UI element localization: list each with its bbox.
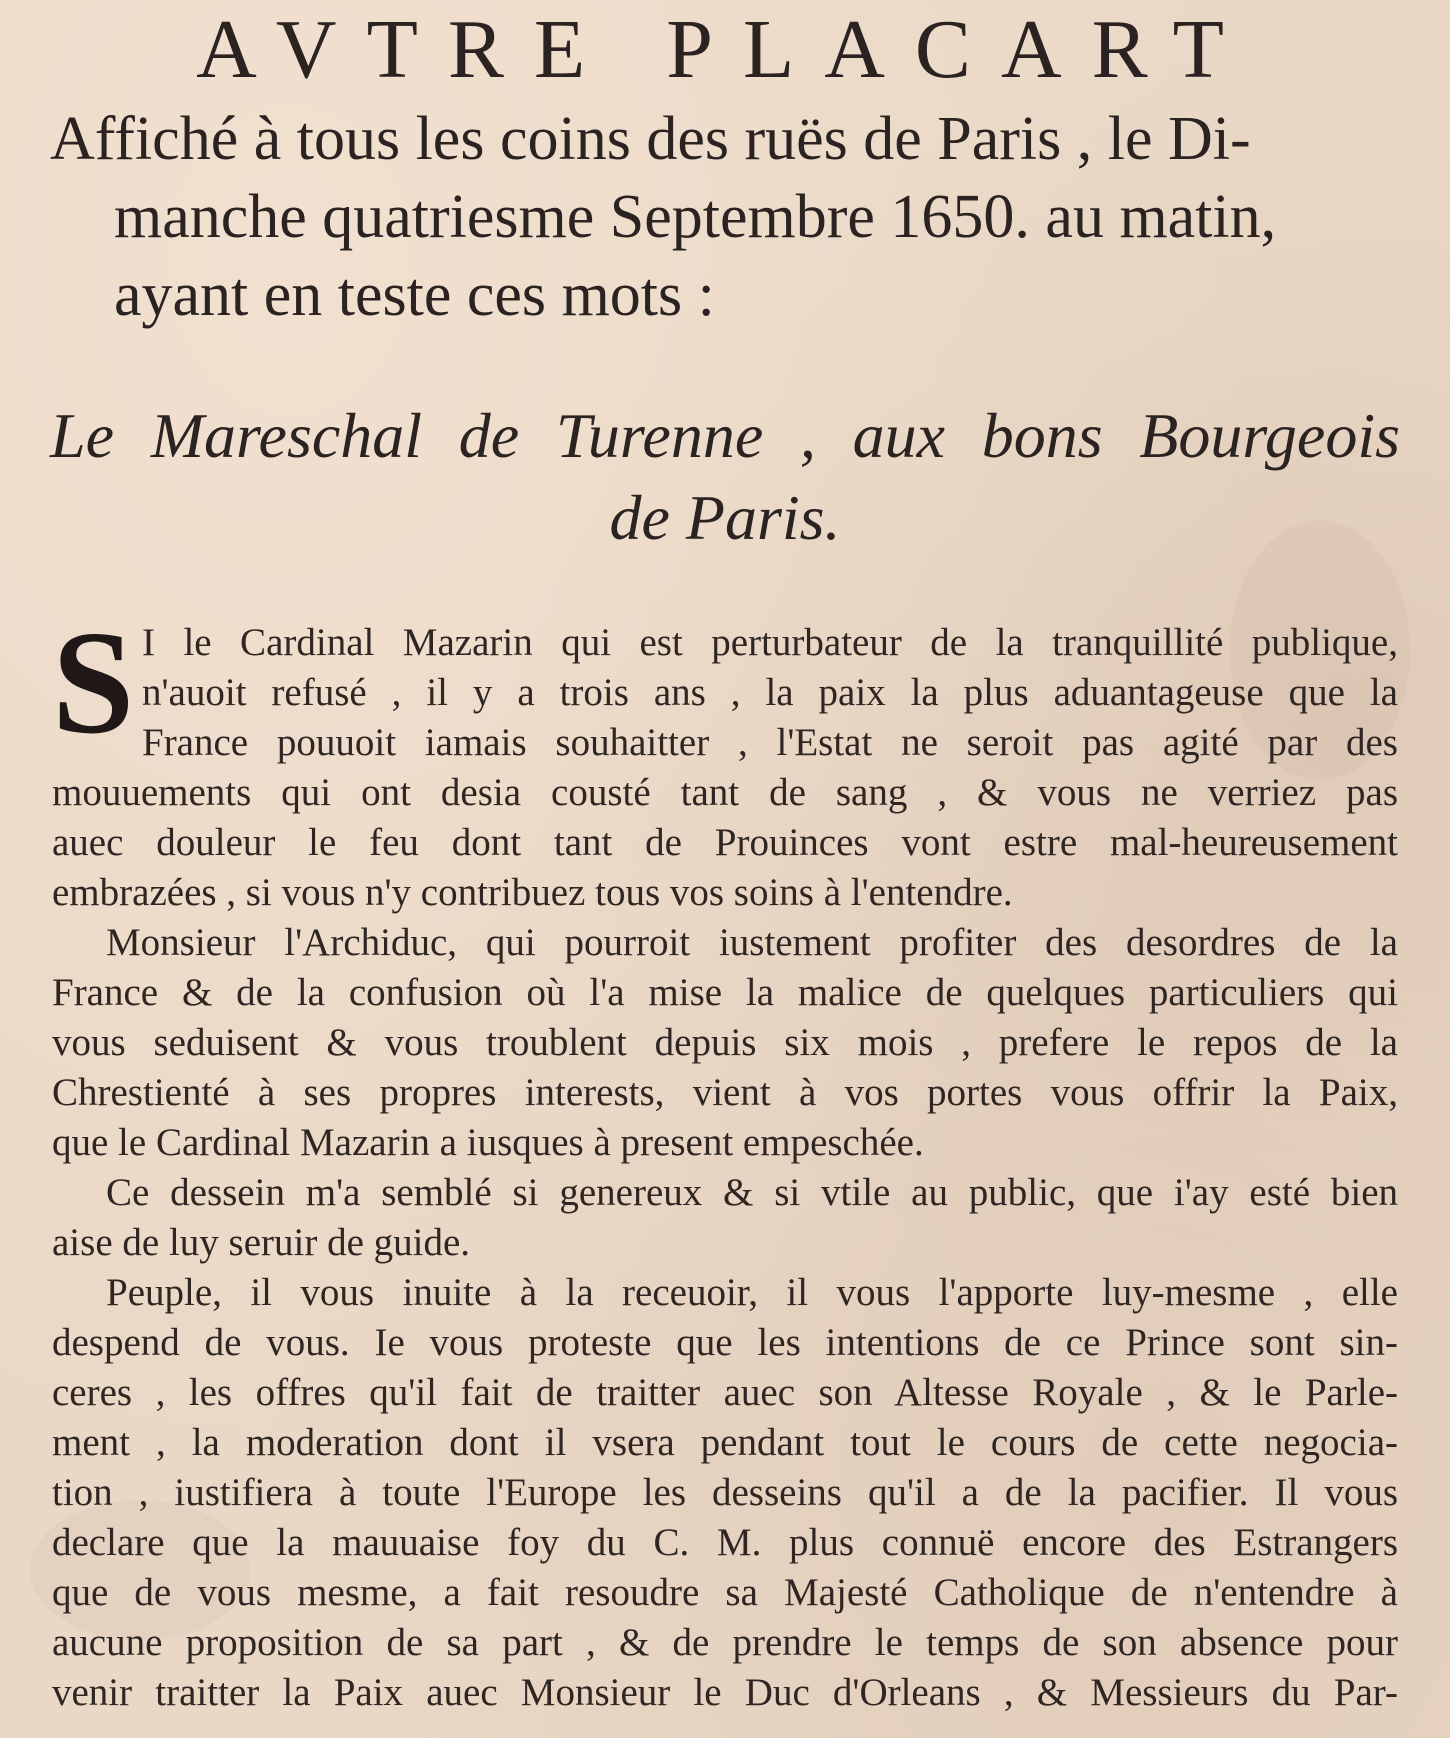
body-line: auec douleur le feu dont tant de Prouinces vont estre mal-heureusement (52, 821, 1398, 864)
body-line: declare que la mauuaise foy du C. M. plus connuë encore des Estrangers (52, 1521, 1398, 1564)
body-line: Ce dessein m'a semblé si genereux & si vtile au public, que i'ay esté bien (106, 1171, 1398, 1214)
document-heading: AVTRE PLACART (196, 3, 1254, 96)
body-line: aucune proposition de sa part , & de prendre le temps de son absence pour (52, 1621, 1398, 1664)
dedication-line: de Paris. (609, 482, 841, 553)
subtitle-line: ayant en teste ces mots : (114, 261, 715, 329)
dedication (50, 395, 1400, 559)
body-line: vous seduisent & vous troublent depuis six mois , prefere le repos de la (52, 1021, 1398, 1064)
body-line: Peuple, il vous inuite à la receuoir, il vous l'apporte luy-mesme , elle (106, 1271, 1398, 1314)
body-line: Chrestienté à ses propres interests, vient à vos portes vous offrir la Paix, (52, 1071, 1398, 1114)
body-line: Monsieur l'Archiduc, qui pourroit iustement profiter des desordres de la (106, 921, 1398, 964)
subtitle-line: manche quatriesme Septembre 1650. au matin, (114, 183, 1277, 251)
document-subtitle (50, 100, 1400, 334)
body-line: que de vous mesme, a fait resoudre sa Majesté Catholique de n'entendre à (52, 1571, 1398, 1614)
body-line: tion , iustifiera à toute l'Europe les desseins qu'il a de la pacifier. Il vous (52, 1471, 1398, 1514)
body-line: I le Cardinal Mazarin qui est perturbateur de la tranquillité publique, (142, 621, 1398, 664)
body-line: aise de luy seruir de guide. (52, 1221, 471, 1264)
body-line: ceres , les offres qu'il fait de traitter auec son Altesse Royale , & le Parle- (52, 1371, 1398, 1414)
body-text (52, 601, 1398, 1718)
body-line: que le Cardinal Mazarin a iusques à present empeschée. (52, 1121, 924, 1164)
body-line: France & de la confusion où l'a mise la malice de quelques particuliers qui (52, 971, 1398, 1014)
body-line: mouuements qui ont desia cousté tant de sang , & vous ne verriez pas (52, 771, 1398, 814)
subtitle-line: Affiché à tous les coins des ruës de Paris , le Di- (50, 105, 1251, 173)
body-line: embrazées , si vous n'y contribuez tous vos soins à l'entendre. (52, 871, 1013, 914)
body-line: despend de vous. Ie vous proteste que les intentions de ce Prince sont sin- (52, 1321, 1398, 1364)
body-line: ment , la moderation dont il vsera pendant tout le cours de cette negocia- (52, 1421, 1398, 1464)
dedication-line: Le Mareschal de Turenne , aux bons Bourgeois (50, 400, 1400, 471)
drop-cap: S (52, 601, 135, 765)
body-line: venir traitter la Paix auec Monsieur le Duc d'Orleans , & Messieurs du Par- (52, 1671, 1398, 1714)
body-line: n'auoit refusé , il y a trois ans , la paix la plus aduantageuse que la (142, 671, 1398, 714)
body-line: France pouuoit iamais souhaitter , l'Estat ne seroit pas agité par des (142, 721, 1398, 764)
